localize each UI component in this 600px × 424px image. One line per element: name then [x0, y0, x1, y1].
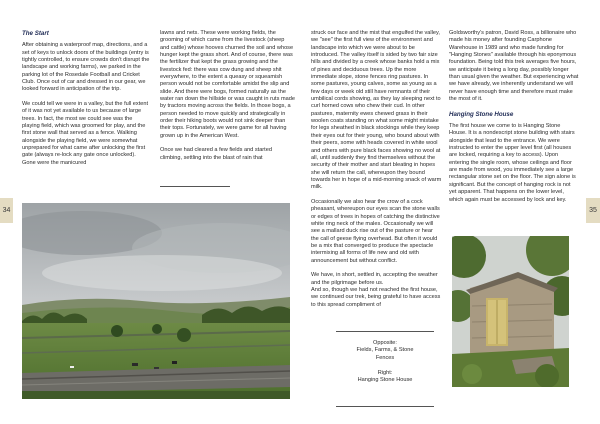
- caption-line: Fields, Farms, & Stone: [356, 347, 414, 354]
- caption-divider-bottom: [336, 406, 434, 407]
- caption-line: Opposite:: [373, 340, 397, 346]
- paragraph: Goldsworthy's patron, David Ross, a billionaire who made his money after founding Carphone Warehouse in 1989 and who made funding for "Hanging Stones" available through his eponymous foundation. Being told this trek averages five hours, we anticipate it being a long day, possibly longer than usual given the weather. But experiencing what we have already, we inherently understand we will never have enough time and therefore must make the most of it.: [449, 30, 579, 103]
- paragraph: We have, in short, settled in, accepting the weather and the pilgrimage before us.: [311, 272, 438, 286]
- column-3: [311, 30, 442, 316]
- paragraph: And so, though we had not reached the first house, we continued our trek, being grateful to have access to this spread compliment of: [311, 286, 441, 308]
- column-1: [22, 30, 150, 167]
- column-4: [449, 30, 579, 211]
- caption-line: Right:: [377, 369, 393, 376]
- photo-hanging-stone-house: [452, 236, 569, 387]
- page-number-right: 35: [586, 198, 600, 223]
- column-2: [160, 30, 295, 162]
- paragraph: After obtaining a waterproof map, directions, and a set of keys to unlock doors of the buildings (entry is tightly controlled, to ensure crowds don't disrupt the landscape and working farms), we parked in the parking lot of the Rosedale Football and Cricket Club. Once out of car and dressed in our gear, we looked forward in anticipation of the trip.: [22, 42, 150, 93]
- paragraph: The first house we come to is Hanging Stone House. It is a nondescript stone building with stairs alongside that lead to the entrance. We were instructed to enter the upper level first (all houses are locked, requiring a key to access). Upon entering the single room, whose ceilings and floor are made from wood, you immediately see a large rectangular stone set on the floor. The sign alone is significant. But the concept of hanging rock is not yet apparent. That happens on the lower level, which again must be accessed by lock and key.: [449, 123, 576, 203]
- page-number-left: 34: [0, 198, 13, 223]
- section-heading-the-start: The Start: [22, 30, 49, 37]
- caption-divider-top: [336, 331, 434, 332]
- paragraph: We could tell we were in a valley, but the full extent of it was not yet available to us because of large trees. In fact, the most we could see was the playing field, which was groomed for play, and the first stone wall that served as a fence. Walking alongside the playing field, we were somewhat unprepared for what came after unlocking the first gate (always re-lock any gate once unlocked). Gone were the manicured: [22, 101, 149, 166]
- paragraph: struck our face and the mist that engulfed the valley, we "see" the first full view of the environment and landscape into which we were about to be introduced. The valley itself is sided by two fair size hills and divided by a creek whose banks hold a mix of pines and deciduous trees. Up the more immediate slope, stone fences ring pastures. In some pastures, young calves, some as young as a few days or week old still have remnants of their umbilical cords showing, as they lay sleeping next to curl horned cows who chew their cud. In other pastures, maternity ewes chewed grass in their woolen coats standing on what some might mistake for legs sheathed in black stockings while they keep their eyes out for their young, who bound about with their peers, some with heads covered in white wool and others with pure black faces showing no wool at all, until suddenly they find themselves without the security of their mother and start bleating in hopes she will return the call, whereupon they bound towards her in hope of a mid-morning snack of warm milk.: [311, 30, 442, 191]
- photo-fields-farms-stone-fences: [22, 203, 290, 399]
- paragraph: Occasionally we also hear the crow of a cock pheasant, whereupon our eyes scan the stone walls or edges of trees in hopes of catching the distinctive white ring neck of the males. Occasionally we will see a mallard duck rise out of the pasture or hear the call of geese flying overhead. But often it would be a mix that converged to produce the spectacle intermixing all forms of life new and old with announcement but without conflict.: [311, 198, 440, 264]
- caption-line: Fences: [375, 354, 395, 361]
- paragraph: lawns and nets. These were working fields, the grooming of which came from the livestock (sheep and cattle) whose hooves churned the soil and whose hunger kept the grass short. And of course, there was the fertilizer that kept the grass growing and the livestock fed: there was cow dung and sheep shit everywhere, to the extent a queasy or squeamish person would not be comfortable amidst the slip and slide. And there were bogs, formed naturally as the water ran down the hillside or was caught in ruts made by tractors moving across the fields. In those bogs, a person needed to move quickly and strategically in order their hiking boots would not sink deeper than their tops. Fortunately, we were game for all having grown up in the American West.: [160, 30, 295, 139]
- photo-caption: [336, 340, 434, 384]
- section-heading-hanging-stone-house: Hanging Stone House: [449, 110, 514, 118]
- divider: [160, 186, 230, 187]
- paragraph: Once we had cleared a few fields and started climbing, settling into the blast of rain that: [160, 147, 272, 161]
- caption-line: Hanging Stone House: [357, 377, 413, 384]
